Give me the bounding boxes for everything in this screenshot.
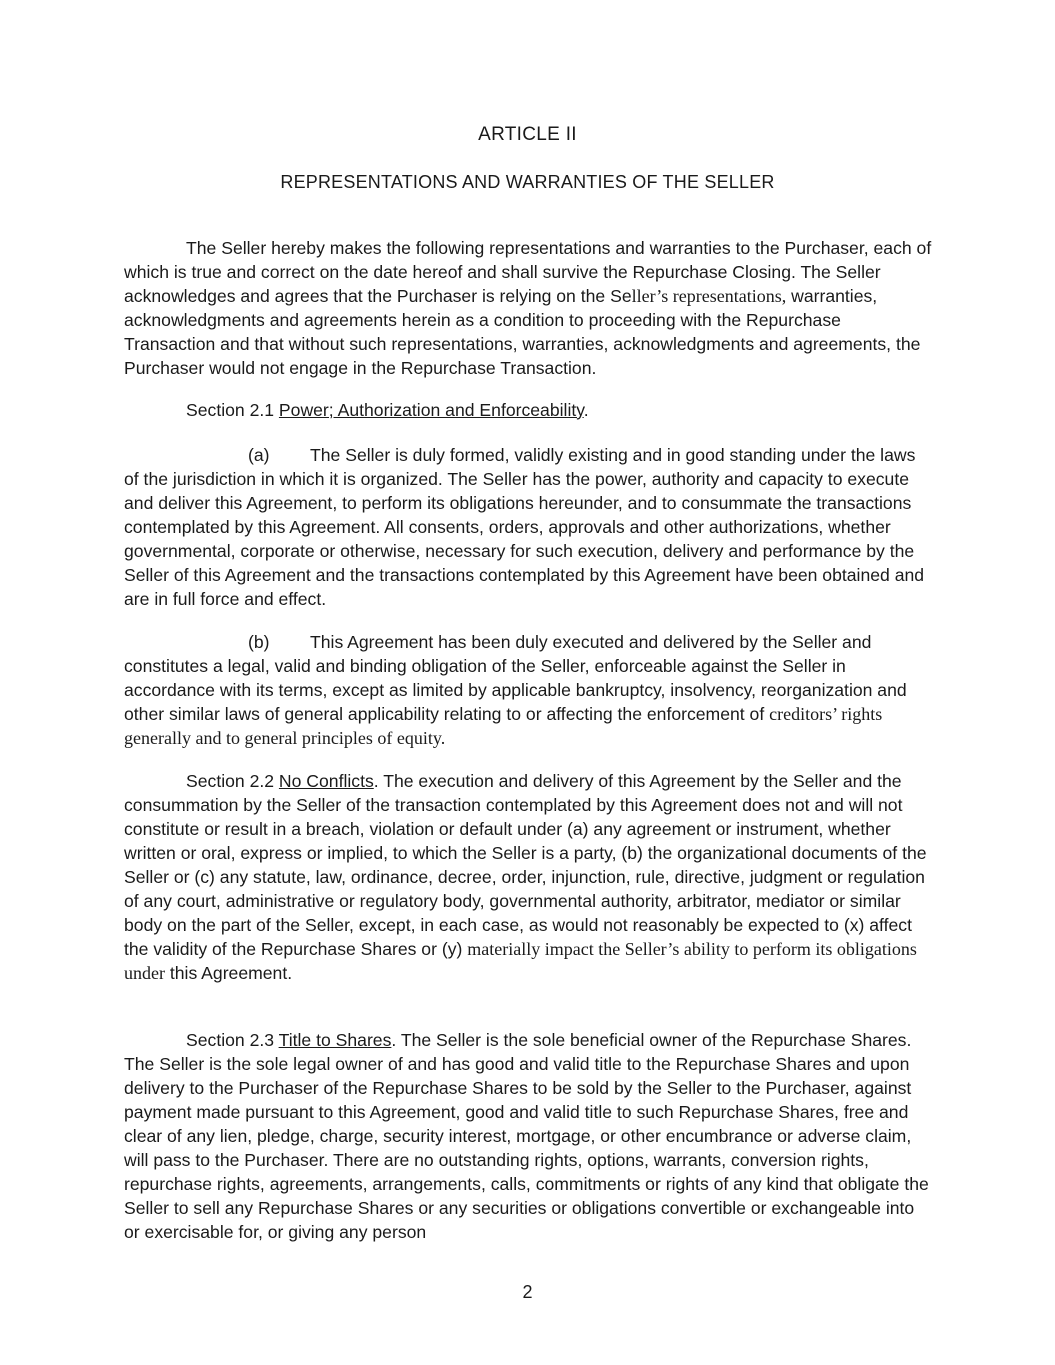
section-2-3-heading: Title to Shares bbox=[278, 1029, 392, 1050]
section-2-2-number: Section 2.2 bbox=[186, 770, 279, 791]
section-2-3-number: Section 2.3 bbox=[186, 1029, 279, 1050]
section-2-1-heading: Power; Authorization and Enforceability bbox=[278, 399, 584, 420]
article-subtitle: REPRESENTATIONS AND WARRANTIES OF THE SELLER bbox=[280, 172, 775, 192]
section-2-1-b-label: (b) bbox=[248, 631, 270, 652]
section-2-2-paragraph bbox=[124, 769, 934, 985]
section-2-2-text: . The execution and delivery of this Agreement by the Seller and the consummation by the Seller of the transaction contemplated by this Agreement does not and will not constitute or result in a breach, violation or default under (a) any agreement or instrument, whether written or oral, express or implied, to which the Seller is a party, (b) the organizational documents of the Seller or (c) any statute, law, ordinance, decree, order, injunction, rule, directive, judgment or regulation of any court, administrative or regulatory body, governmental authority, arbitrator, mediator or similar body on the part of the Seller, except, in each case, as would not reasonably be expected to (x) affect the validity of the Repurchase Shares or (y) bbox=[124, 770, 927, 959]
intro-text-1: The Seller hereby makes the following representations and warranties to the Purchaser, each of which is true and correct on the date hereof and shall survive the Repurchase Closing. The Seller acknowledges and agrees that the Purchaser is relying on the Se bbox=[124, 237, 932, 306]
section-2-2-text-serif: materially impact the Seller’s ability to perform its obligations under bbox=[124, 938, 917, 983]
section-2-1-b-paragraph bbox=[124, 630, 934, 750]
section-2-1-heading-paragraph bbox=[124, 398, 934, 422]
section-2-3-paragraph bbox=[124, 1028, 934, 1244]
section-2-1-a-text: The Seller is duly formed, validly existing and in good standing under the laws of the jurisdiction in which it is organized. The Seller has the power, authority and capacity to execute and deliver this Agreement, to perform its obligations hereunder, and to consummate the transactions contemplated by this Agreement. All consents, orders, approvals and other authorizations, whether governmental, corporate or otherwise, necessary for such execution, delivery and performance by the Seller of this Agreement and the transactions contemplated by this Agreement have been obtained and are in full force and effect. bbox=[124, 444, 925, 609]
section-2-3-text: . The Seller is the sole beneficial owner of the Repurchase Shares. The Seller is the sole legal owner of and has good and valid title to the Repurchase Shares and upon delivery to the Purchaser of the Repurchase Shares to be sold by the Seller to the Purchaser, against payment made pursuant to this Agreement, good and valid title to such Repurchase Shares, free and clear of any lien, pledge, charge, security interest, mortgage, or other encumbrance or adverse claim, will pass to the Purchaser. There are no outstanding rights, options, warrants, conversion rights, repurchase rights, agreements, arrangements, calls, commitments or rights of any kind that obligate the Seller to sell any Repurchase Shares or any securities or obligations convertible or exchangeable into or exercisable for, or giving any person bbox=[124, 1029, 929, 1242]
section-2-1-a-paragraph bbox=[124, 443, 934, 611]
section-2-1-b-text-serif: creditors’ rights generally and to general principles of equity. bbox=[124, 703, 883, 748]
section-2-1-b-text: This Agreement has been duly executed and delivered by the Seller and constitutes a legal, valid and binding obligation of the Seller, enforceable against the Seller in accordance with its terms, except as limited by applicable bankruptcy, insolvency, reorganization and other similar laws of general applicability relating to or affecting the enforcement of bbox=[124, 631, 907, 724]
section-2-2-heading: No Conflicts bbox=[278, 770, 374, 791]
section-2-2-text-end: this Agreement. bbox=[164, 962, 293, 983]
page-number: 2 bbox=[522, 1282, 533, 1302]
section-2-1-heading-end: . bbox=[583, 399, 589, 420]
intro-text-serif: ller’s representations, bbox=[631, 285, 787, 306]
article-title: ARTICLE II bbox=[478, 124, 577, 145]
intro-text-2: warranties, acknowledgments and agreements herein as a condition to proceeding with the Repurchase Transaction and that without such representations, warranties, acknowledgments and agreements, the Purchaser would not engage in the Repurchase Transaction. bbox=[124, 285, 921, 378]
section-2-1-a-label: (a) bbox=[248, 444, 270, 465]
section-2-1-number: Section 2.1 bbox=[186, 399, 279, 420]
intro-paragraph bbox=[124, 236, 934, 380]
